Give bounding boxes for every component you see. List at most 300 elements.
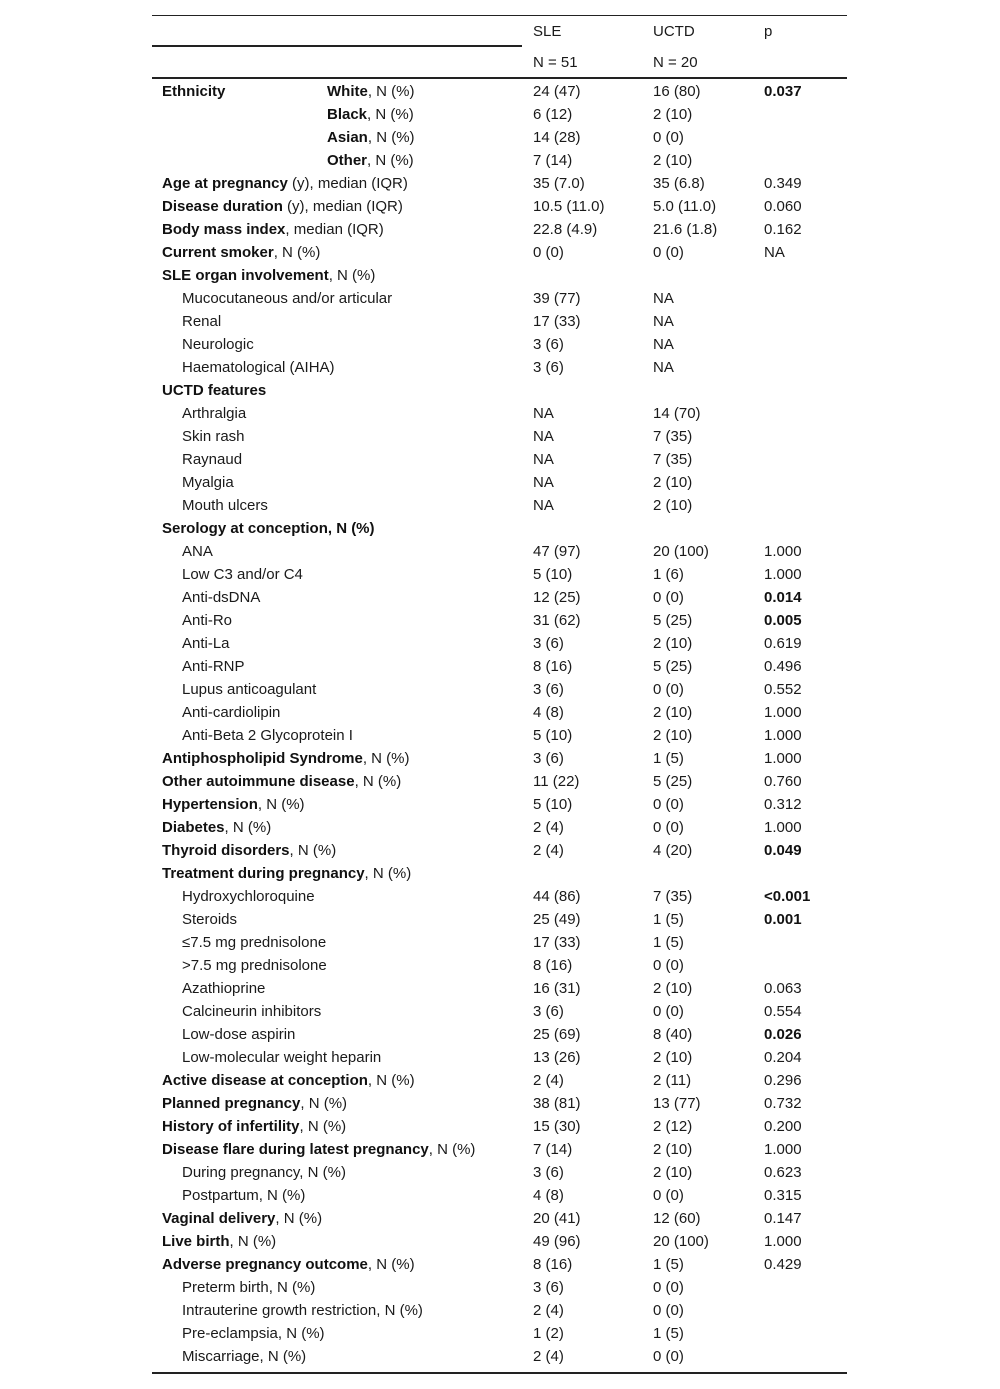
- row-label-text: Arthralgia: [182, 405, 247, 422]
- table-row: [152, 1095, 847, 1118]
- table-row: [152, 796, 847, 819]
- row-label: [162, 1233, 276, 1251]
- cell-sle: 4 (8): [533, 1187, 564, 1204]
- cell-sle: NA: [533, 451, 554, 468]
- cell-uctd: 14 (70): [653, 405, 701, 422]
- row-label-bold: Planned pregnancy: [162, 1095, 301, 1112]
- row-label-text: Skin rash: [182, 428, 245, 445]
- row-label: [182, 474, 234, 492]
- cell-uctd: NA: [653, 313, 674, 330]
- cell-uctd: 35 (6.8): [653, 175, 705, 192]
- row-label-text: Calcineurin inhibitors: [182, 1003, 322, 1020]
- row-label-text: >7.5 mg prednisolone: [182, 957, 327, 974]
- row-label-bold: Hypertension: [162, 796, 258, 813]
- row-label: [182, 1348, 306, 1366]
- row-label-text: ≤7.5 mg prednisolone: [182, 934, 327, 951]
- row-label-text: Anti-Ro: [182, 612, 233, 629]
- cell-sle: 25 (69): [533, 1026, 581, 1043]
- cell-sle: 3 (6): [533, 635, 564, 652]
- row-label: [162, 267, 375, 285]
- table-row: [152, 773, 847, 796]
- row-label: [182, 543, 213, 561]
- row-label: [182, 566, 303, 584]
- row-label-bold: Adverse pregnancy outcome: [162, 1256, 368, 1273]
- cell-sle: 11 (22): [533, 773, 580, 790]
- row-label: [162, 750, 410, 768]
- cell-sle: 47 (97): [533, 543, 581, 560]
- row-label-text: ANA: [182, 543, 213, 560]
- cell-uctd: 0 (0): [653, 1279, 684, 1296]
- table-row: [152, 497, 847, 520]
- cell-uctd: 2 (10): [653, 1141, 693, 1158]
- table-row: [152, 865, 847, 888]
- row-sublabel: [327, 152, 414, 170]
- cell-p-value: 1.000: [764, 1141, 802, 1158]
- cell-p-value: 0.162: [764, 221, 802, 238]
- cell-uctd: 4 (20): [653, 842, 693, 859]
- row-label-text: Miscarriage, N (%): [182, 1348, 307, 1365]
- row-label: [162, 842, 336, 860]
- row-label-text: During pregnancy, N (%): [182, 1164, 346, 1181]
- table-row: [152, 1049, 847, 1072]
- table-row: [152, 980, 847, 1003]
- cell-p-value: <0.001: [764, 888, 811, 905]
- table-row: [152, 1072, 847, 1095]
- row-label-text: Anti-dsDNA: [182, 589, 261, 606]
- row-label-text: Pre-eclampsia, N (%): [182, 1325, 325, 1342]
- cell-sle: 8 (16): [533, 957, 573, 974]
- sample-size-uctd: N = 20: [653, 54, 698, 71]
- table-row: [152, 129, 847, 152]
- row-label-text: , N (%): [367, 1256, 415, 1273]
- cell-p-value: 1.000: [764, 543, 802, 560]
- row-label-bold: Body mass index: [162, 221, 286, 238]
- cell-uctd: 16 (80): [653, 83, 701, 100]
- table-row: [152, 704, 847, 727]
- table-row: [152, 428, 847, 451]
- table-row: [152, 589, 847, 612]
- row-label: [182, 704, 280, 722]
- cell-p-value: 0.619: [764, 635, 802, 652]
- row-sublabel: [327, 106, 414, 124]
- cell-sle: 14 (28): [533, 129, 581, 146]
- table-row: [152, 313, 847, 336]
- cell-sle: 2 (4): [533, 842, 564, 859]
- cell-sle: 17 (33): [533, 934, 581, 951]
- row-label-bold: Vaginal delivery: [162, 1210, 276, 1227]
- row-label: [182, 497, 268, 515]
- row-label-bold: Thyroid disorders: [162, 842, 290, 859]
- cell-sle: 3 (6): [533, 750, 564, 767]
- cell-sle: 3 (6): [533, 336, 564, 353]
- cell-uctd: 0 (0): [653, 1348, 684, 1365]
- row-label-bold: SLE organ involvement: [162, 267, 329, 284]
- row-label: [162, 1072, 415, 1090]
- row-label: [162, 221, 384, 239]
- row-label: [182, 1302, 423, 1320]
- table-row: [152, 566, 847, 589]
- row-label-text: , median (IQR): [285, 221, 384, 238]
- cell-sle: 4 (8): [533, 704, 564, 721]
- row-sublabel: [327, 129, 415, 147]
- cell-sle: 2 (4): [533, 1348, 564, 1365]
- cell-uctd: 0 (0): [653, 1003, 684, 1020]
- table-row: [152, 888, 847, 911]
- cell-uctd: 1 (6): [653, 566, 684, 583]
- row-label-text: Steroids: [182, 911, 238, 928]
- cell-sle: 5 (10): [533, 566, 573, 583]
- row-label: [162, 198, 403, 216]
- table-row: [152, 382, 847, 405]
- table-row: [152, 1256, 847, 1279]
- table-row: [152, 658, 847, 681]
- row-label-bold: Live birth: [162, 1233, 230, 1250]
- cell-p-value: 0.315: [764, 1187, 802, 1204]
- row-label-text: Azathioprine: [182, 980, 266, 997]
- cell-uctd: 5 (25): [653, 658, 693, 675]
- cell-p-value: 0.760: [764, 773, 802, 790]
- cell-p-value: 0.349: [764, 175, 802, 192]
- row-label: [182, 1049, 381, 1067]
- row-label-text: , N (%): [354, 773, 402, 790]
- column-header-p: p: [764, 23, 773, 40]
- cell-uctd: 2 (10): [653, 152, 693, 169]
- cell-sle: 2 (4): [533, 1302, 564, 1319]
- row-label-text: Renal: [182, 313, 222, 330]
- row-label-text: , N (%): [362, 750, 410, 767]
- cell-uctd: 2 (10): [653, 497, 693, 514]
- table-row: [152, 244, 847, 267]
- cell-uctd: 1 (5): [653, 934, 684, 951]
- cell-uctd: 5 (25): [653, 612, 693, 629]
- row-label-text: , N (%): [300, 1095, 348, 1112]
- cell-p-value: 0.014: [764, 589, 802, 606]
- row-label: [182, 980, 265, 998]
- row-sublabel-bold: White: [327, 83, 368, 100]
- table-row: [152, 451, 847, 474]
- sample-size-sle: N = 51: [533, 54, 578, 71]
- row-label-bold: Disease flare during latest pregnancy: [162, 1141, 429, 1158]
- row-sublabel-text: , N (%): [367, 106, 414, 123]
- row-label-text: , N (%): [364, 865, 412, 882]
- row-label-text: Postpartum, N (%): [182, 1187, 306, 1204]
- row-label: [162, 1256, 415, 1274]
- row-label-text: (y), median (IQR): [282, 198, 403, 215]
- row-label-text: Myalgia: [182, 474, 234, 491]
- table-row: [152, 681, 847, 704]
- cell-uctd: 0 (0): [653, 129, 684, 146]
- cell-uctd: 0 (0): [653, 681, 684, 698]
- row-label: [182, 911, 237, 929]
- table-row: [152, 175, 847, 198]
- cell-sle: 2 (4): [533, 1072, 564, 1089]
- cell-p-value: 0.060: [764, 198, 802, 215]
- cell-sle: 39 (77): [533, 290, 581, 307]
- row-label-bold: Other autoimmune disease: [162, 773, 355, 790]
- row-sublabel-bold: Black: [327, 106, 368, 123]
- table-row: [152, 819, 847, 842]
- row-label: [182, 336, 254, 354]
- cell-p-value: 0.312: [764, 796, 802, 813]
- cell-uctd: 8 (40): [653, 1026, 693, 1043]
- cell-p-value: NA: [764, 244, 785, 261]
- cell-uctd: 0 (0): [653, 796, 684, 813]
- cell-sle: 22.8 (4.9): [533, 221, 598, 238]
- row-label: [182, 1279, 315, 1297]
- row-label: [162, 244, 320, 262]
- table-row: [152, 290, 847, 313]
- cell-sle: 8 (16): [533, 1256, 573, 1273]
- row-label-text: Intrauterine growth restriction, N (%): [182, 1302, 423, 1319]
- cell-sle: 17 (33): [533, 313, 581, 330]
- row-label: [182, 727, 353, 745]
- row-label-text: Preterm birth, N (%): [182, 1279, 316, 1296]
- row-label: [182, 635, 230, 653]
- cell-uctd: 5.0 (11.0): [653, 198, 717, 215]
- table-row: [152, 1302, 847, 1325]
- table-row: [152, 1118, 847, 1141]
- cell-sle: 31 (62): [533, 612, 581, 629]
- cell-p-value: 0.296: [764, 1072, 802, 1089]
- cell-sle: 20 (41): [533, 1210, 581, 1227]
- cell-uctd: 0 (0): [653, 589, 684, 606]
- table-row: [152, 359, 847, 382]
- cell-p-value: 1.000: [764, 1233, 802, 1250]
- row-label: [182, 1325, 325, 1343]
- cell-uctd: NA: [653, 336, 674, 353]
- cell-p-value: 0.496: [764, 658, 802, 675]
- row-label-bold: Disease duration: [162, 198, 283, 215]
- cell-sle: 24 (47): [533, 83, 581, 100]
- cell-uctd: 1 (5): [653, 750, 684, 767]
- row-label: [182, 589, 260, 607]
- cell-sle: 3 (6): [533, 359, 564, 376]
- cell-sle: 0 (0): [533, 244, 564, 261]
- cell-uctd: 0 (0): [653, 819, 684, 836]
- table-row: [152, 635, 847, 658]
- table-row: [152, 750, 847, 773]
- row-label: [182, 681, 316, 699]
- cell-p-value: 0.147: [764, 1210, 802, 1227]
- table-row: [152, 1026, 847, 1049]
- cell-p-value: 1.000: [764, 819, 802, 836]
- table-row: [152, 152, 847, 175]
- cell-sle: 25 (49): [533, 911, 581, 928]
- cell-sle: 49 (96): [533, 1233, 581, 1250]
- cell-uctd: 7 (35): [653, 888, 693, 905]
- row-label: [182, 313, 221, 331]
- cell-uctd: 2 (10): [653, 704, 693, 721]
- row-label: [182, 405, 246, 423]
- cell-p-value: 0.063: [764, 980, 802, 997]
- row-label-text: Anti-La: [182, 635, 230, 652]
- row-sublabel-text: , N (%): [367, 129, 415, 146]
- table-row: [152, 842, 847, 865]
- row-sublabel-text: , N (%): [367, 152, 414, 169]
- row-label: [182, 451, 242, 469]
- cell-p-value: 0.026: [764, 1026, 802, 1043]
- cell-sle: NA: [533, 405, 554, 422]
- row-label: [162, 796, 305, 814]
- table-row: [152, 1325, 847, 1348]
- row-label-text: Low-dose aspirin: [182, 1026, 296, 1043]
- row-label: [182, 612, 232, 630]
- row-label-text: Anti-cardiolipin: [182, 704, 281, 721]
- row-label-text: Low-molecular weight heparin: [182, 1049, 382, 1066]
- cell-sle: 3 (6): [533, 1279, 564, 1296]
- row-label-bold: Active disease at conception: [162, 1072, 368, 1089]
- cell-uctd: 0 (0): [653, 244, 684, 261]
- table-row: [152, 1348, 847, 1371]
- table-row: [152, 727, 847, 750]
- cell-sle: 3 (6): [533, 1164, 564, 1181]
- row-label: [182, 290, 392, 308]
- row-label-text: Anti-Beta 2 Glycoprotein I: [182, 727, 353, 744]
- cell-uctd: 20 (100): [653, 543, 709, 560]
- row-label-text: , N (%): [273, 244, 321, 261]
- cell-uctd: 0 (0): [653, 1187, 684, 1204]
- row-sublabel-bold: Asian: [327, 129, 368, 146]
- cell-uctd: 7 (35): [653, 428, 693, 445]
- row-label-text: Lupus anticoagulant: [182, 681, 317, 698]
- table-bottom-rule: [152, 1372, 847, 1374]
- table-row: [152, 1210, 847, 1233]
- cell-sle: 12 (25): [533, 589, 581, 606]
- row-label-text: , N (%): [328, 267, 376, 284]
- cell-uctd: 7 (35): [653, 451, 693, 468]
- cell-uctd: 21.6 (1.8): [653, 221, 718, 238]
- table-row: [152, 934, 847, 957]
- cell-uctd: NA: [653, 359, 674, 376]
- table-top-rule: [152, 15, 847, 16]
- row-sublabel-text: , N (%): [367, 83, 415, 100]
- cell-uctd: 0 (0): [653, 957, 684, 974]
- cell-uctd: 2 (10): [653, 980, 693, 997]
- row-sublabel-bold: Other: [327, 152, 368, 169]
- cell-p-value: 0.049: [764, 842, 802, 859]
- cell-p-value: 1.000: [764, 566, 802, 583]
- row-label-text: Hydroxychloroquine: [182, 888, 315, 905]
- cell-uctd: NA: [653, 290, 674, 307]
- row-label: [182, 428, 245, 446]
- table-row: [152, 1141, 847, 1164]
- row-label: [182, 658, 245, 676]
- header-bottom-rule: [152, 77, 847, 79]
- table-row: [152, 1164, 847, 1187]
- row-label: [162, 773, 401, 791]
- cell-p-value: 0.204: [764, 1049, 802, 1066]
- cell-p-value: 0.001: [764, 911, 802, 928]
- cell-uctd: 2 (10): [653, 1049, 693, 1066]
- cell-sle: 6 (12): [533, 106, 573, 123]
- cell-uctd: 2 (10): [653, 635, 693, 652]
- cell-sle: 38 (81): [533, 1095, 581, 1112]
- cell-uctd: 5 (25): [653, 773, 693, 790]
- row-label: [182, 1003, 321, 1021]
- cell-sle: 44 (86): [533, 888, 581, 905]
- cell-sle: 16 (31): [533, 980, 581, 997]
- cell-sle: 3 (6): [533, 681, 564, 698]
- row-label-bold: Serology at conception, N (%): [162, 520, 375, 537]
- table-row: [152, 474, 847, 497]
- table-row: [152, 543, 847, 566]
- cell-p-value: 0.429: [764, 1256, 802, 1273]
- row-label-text: , N (%): [289, 842, 337, 859]
- table-row: [152, 336, 847, 359]
- row-label-text: Raynaud: [182, 451, 243, 468]
- cell-sle: 5 (10): [533, 727, 573, 744]
- cell-uctd: 1 (5): [653, 1256, 684, 1273]
- header-partial-rule: [152, 45, 522, 47]
- row-label: [162, 1118, 346, 1136]
- row-label-text: Haematological (AIHA): [182, 359, 335, 376]
- cell-sle: 7 (14): [533, 152, 573, 169]
- table-row: [152, 405, 847, 428]
- table-row: [152, 83, 847, 106]
- row-label: [182, 1187, 305, 1205]
- row-label: [162, 1210, 322, 1228]
- cell-uctd: 13 (77): [653, 1095, 701, 1112]
- row-label-bold: History of infertility: [162, 1118, 300, 1135]
- row-label-bold: Diabetes: [162, 819, 225, 836]
- cell-uctd: 2 (10): [653, 474, 693, 491]
- table-row: [152, 198, 847, 221]
- cell-sle: 10.5 (11.0): [533, 198, 605, 215]
- row-label-bold: Current smoker: [162, 244, 274, 261]
- row-label-bold: Age at pregnancy: [162, 175, 288, 192]
- row-label-text: , N (%): [428, 1141, 476, 1158]
- cell-p-value: 0.037: [764, 83, 802, 100]
- cell-uctd: 2 (12): [653, 1118, 693, 1135]
- cell-uctd: 20 (100): [653, 1233, 709, 1250]
- row-label: [182, 888, 315, 906]
- row-label: [162, 1141, 475, 1159]
- row-label: [162, 382, 266, 400]
- row-label-text: , N (%): [224, 819, 272, 836]
- table-row: [152, 1003, 847, 1026]
- table-row: [152, 1187, 847, 1210]
- table-row: [152, 911, 847, 934]
- row-label: [182, 1026, 295, 1044]
- row-label-text: Mucocutaneous and/or articular: [182, 290, 393, 307]
- table-row: [152, 1233, 847, 1256]
- cell-sle: 15 (30): [533, 1118, 581, 1135]
- row-label: [162, 819, 271, 837]
- column-header-uctd: UCTD: [653, 23, 695, 40]
- column-header-sle: SLE: [533, 23, 562, 40]
- cell-sle: NA: [533, 474, 554, 491]
- cell-sle: 1 (2): [533, 1325, 564, 1342]
- table-row: [152, 957, 847, 980]
- cell-p-value: 0.552: [764, 681, 802, 698]
- cell-sle: 13 (26): [533, 1049, 581, 1066]
- cell-sle: 2 (4): [533, 819, 564, 836]
- cell-p-value: 0.554: [764, 1003, 802, 1020]
- row-label: [162, 83, 225, 101]
- row-label: [162, 865, 411, 883]
- row-label-bold: Antiphospholipid Syndrome: [162, 750, 363, 767]
- table-row: [152, 267, 847, 290]
- table-row: [152, 520, 847, 543]
- table-row: [152, 612, 847, 635]
- cell-p-value: 1.000: [764, 750, 802, 767]
- cell-sle: 5 (10): [533, 796, 573, 813]
- row-label: [182, 957, 327, 975]
- row-label-text: , N (%): [275, 1210, 323, 1227]
- cell-sle: NA: [533, 497, 554, 514]
- cell-p-value: 0.732: [764, 1095, 802, 1112]
- row-label-text: , N (%): [257, 796, 305, 813]
